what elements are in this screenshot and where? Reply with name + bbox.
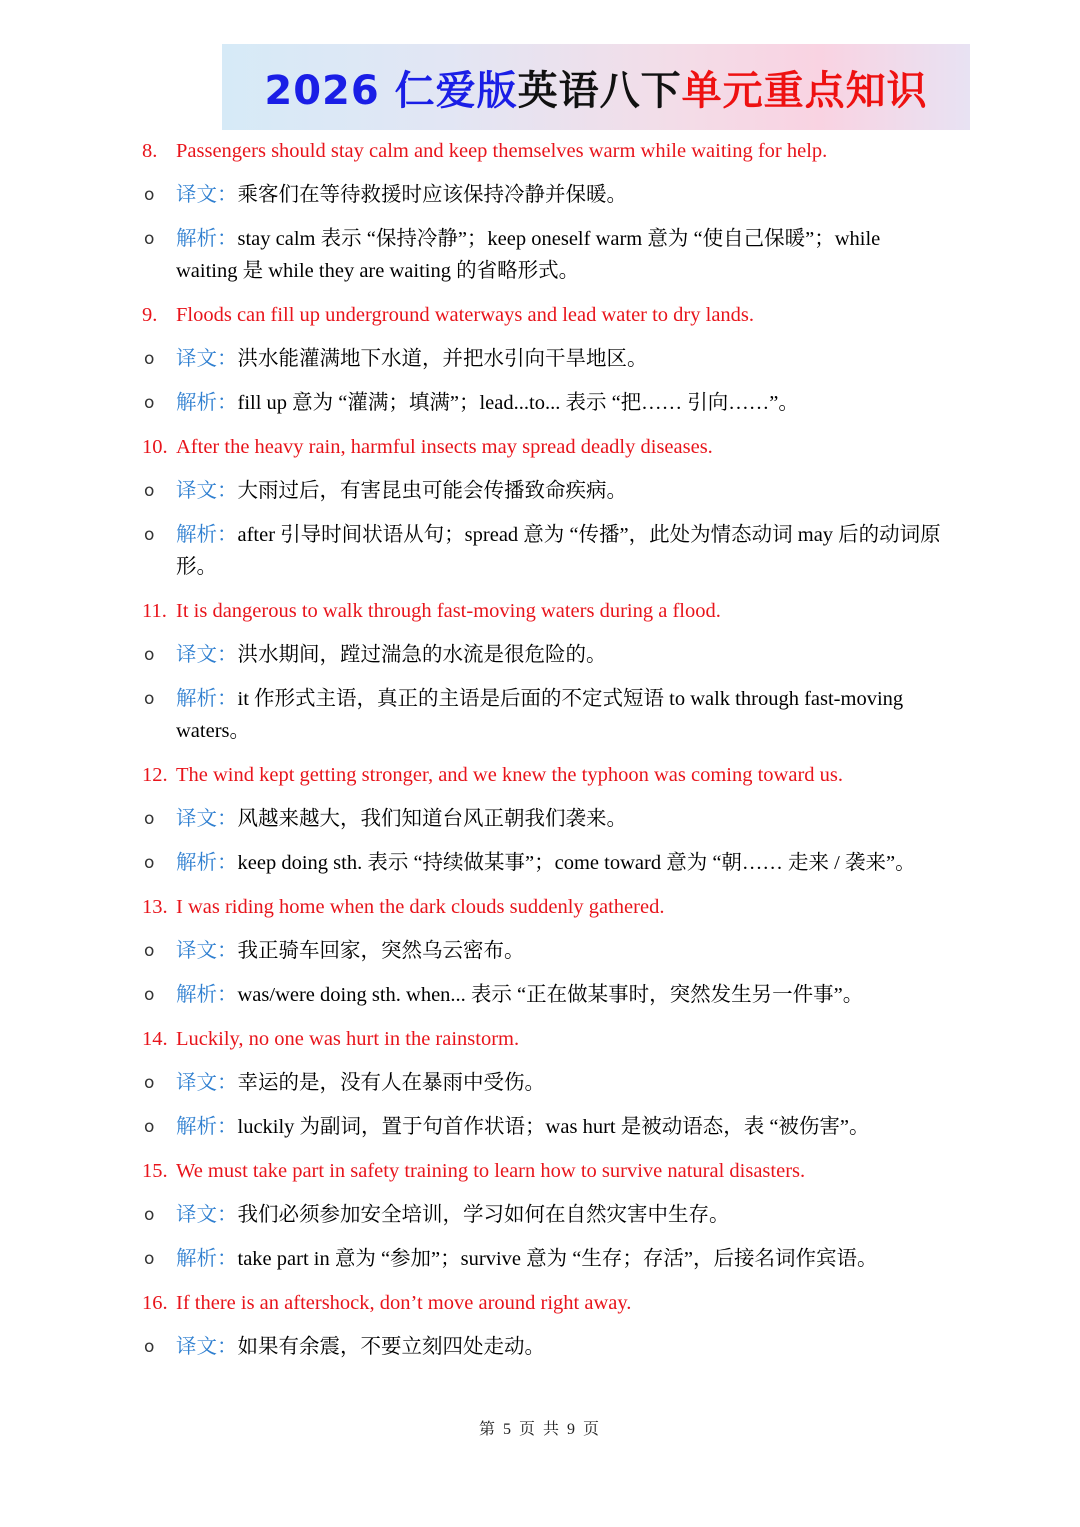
bullet-icon: o — [144, 1117, 155, 1137]
bullet-icon: o — [144, 1073, 155, 1093]
bullet-icon: o — [144, 229, 155, 249]
bullet-icon: o — [144, 689, 155, 709]
translation-15: o 译文：我们必须参加安全培训，学习如何在自然灾害中生存。 — [144, 1204, 730, 1226]
bullet-icon: o — [144, 349, 155, 369]
sentence-15: 15. We must take part in safety training to learn how to survive natural disasters. — [142, 1160, 806, 1182]
sentence-list — [142, 135, 942, 1363]
bullet-icon: o — [144, 185, 155, 205]
analysis-14: o 解析：luckily 为副词，置于句首作状语；was hurt 是被动语态，表 “被伤害”。 — [144, 1116, 870, 1138]
bullet-icon: o — [144, 645, 155, 665]
analysis-8: o 解析：stay calm 表示 “保持冷静”；keep oneself warm 意为 “使自己保暖”；while waiting 是 while they are waiting 的省略形式。 — [144, 228, 881, 282]
translation-14: o 译文：幸运的是，没有人在暴雨中受伤。 — [144, 1072, 545, 1094]
bullet-icon: o — [144, 809, 155, 829]
sentence-10: 10. After the heavy rain, harmful insects may spread deadly diseases. — [142, 436, 713, 458]
translation-16: o 译文：如果有余震，不要立刻四处走动。 — [144, 1336, 545, 1358]
translation-9: o 译文：洪水能灌满地下水道，并把水引向干旱地区。 — [144, 348, 648, 370]
sentence-14: 14. Luckily, no one was hurt in the rainstorm. — [142, 1028, 520, 1050]
bullet-icon: o — [144, 1337, 155, 1357]
translation-8: o 译文：乘客们在等待救援时应该保持冷静并保暖。 — [144, 184, 627, 206]
translation-13: o 译文：我正骑车回家，突然乌云密布。 — [144, 940, 525, 962]
bullet-icon: o — [144, 1205, 155, 1225]
title-part-topic: 单元重点知识 — [681, 67, 928, 114]
analysis-10: o 解析：after 引导时间状语从句；spread 意为 “传播”，此处为情态动词 may 后的动词原形。 — [144, 524, 941, 578]
analysis-9: o 解析：fill up 意为 “灌满；填满”；lead...to... 表示 “把…… 引向……”。 — [144, 392, 799, 414]
bullet-icon: o — [144, 481, 155, 501]
bullet-icon: o — [144, 393, 155, 413]
analysis-15: o 解析：take part in 意为 “参加”；survive 意为 “生存；存活”，后接名词作宾语。 — [144, 1248, 878, 1270]
sentence-13: 13. I was riding home when the dark clouds suddenly gathered. — [142, 896, 665, 918]
sentence-9: 9. Floods can fill up underground waterways and lead water to dry lands. — [142, 304, 755, 326]
analysis-11: o 解析：it 作形式主语，真正的主语是后面的不定式短语 to walk through fast-moving waters。 — [144, 688, 904, 742]
sentence-8: 8. Passengers should stay calm and keep themselves warm while waiting for help. — [142, 140, 828, 162]
bullet-icon: o — [144, 1249, 155, 1269]
title-part-year: 2026 仁爱版 — [264, 67, 518, 114]
title-banner — [222, 44, 970, 130]
bullet-icon: o — [144, 941, 155, 961]
sentence-16: 16. If there is an aftershock, don’t move around right away. — [142, 1292, 632, 1314]
sentence-12: 12. The wind kept getting stronger, and we knew the typhoon was coming toward us. — [142, 764, 844, 786]
sentence-11: 11. It is dangerous to walk through fast-moving waters during a flood. — [142, 600, 721, 622]
bullet-icon: o — [144, 985, 155, 1005]
analysis-12: o 解析：keep doing sth. 表示 “持续做某事”；come toward 意为 “朝…… 走来 / 袭来”。 — [144, 852, 916, 874]
bullet-icon: o — [144, 525, 155, 545]
analysis-13: o 解析：was/were doing sth. when... 表示 “正在做某事时，突然发生另一件事”。 — [144, 984, 864, 1006]
translation-10: o 译文：大雨过后，有害昆虫可能会传播致命疾病。 — [144, 480, 627, 502]
title-part-subject: 英语八下 — [517, 67, 682, 114]
page-number: 第 5 页 共 9 页 — [478, 1421, 602, 1438]
bullet-icon: o — [144, 853, 155, 873]
translation-12: o 译文：风越来越大，我们知道台风正朝我们袭来。 — [144, 808, 627, 830]
translation-11: o 译文：洪水期间，蹚过湍急的水流是很危险的。 — [144, 644, 607, 666]
